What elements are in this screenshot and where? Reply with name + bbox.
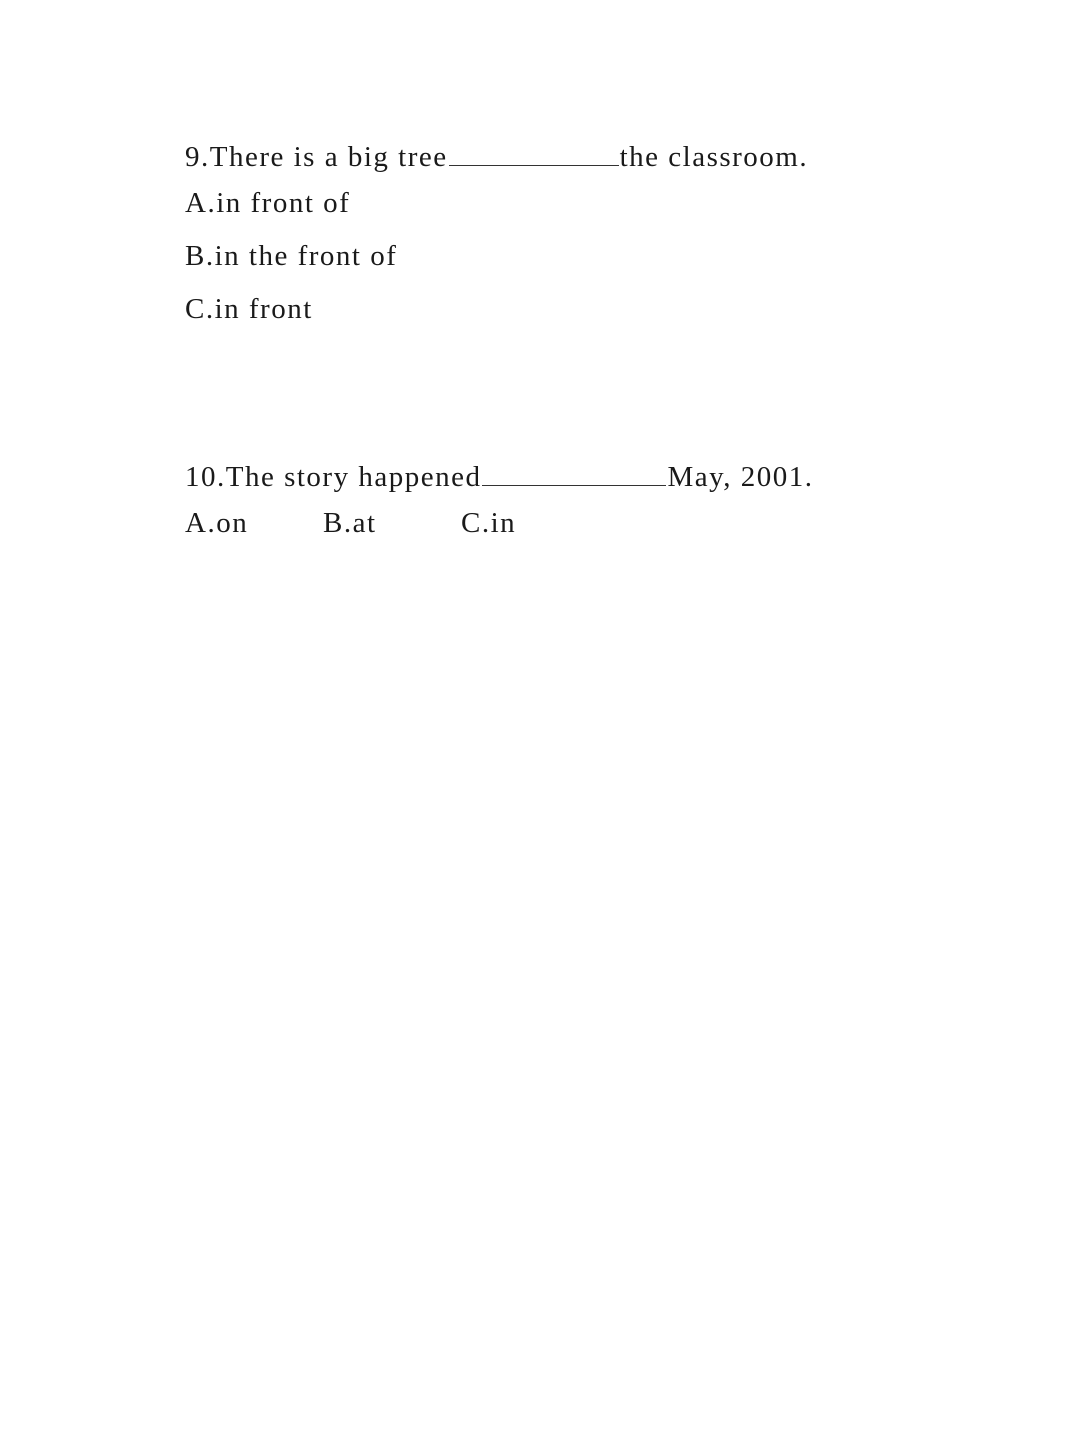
question-9-option-a[interactable]: A.in front of (185, 187, 351, 219)
question-10-option-b[interactable]: B.at (323, 507, 377, 539)
question-9-answer-blank[interactable] (449, 136, 619, 166)
question-10-option-a[interactable]: A.on (185, 507, 249, 539)
question-10-option-c[interactable]: C.in (461, 507, 517, 539)
question-9-text-before: 9.There is a big tree (185, 141, 448, 173)
question-9-option-b[interactable]: B.in the front of (185, 240, 398, 272)
question-10-stem (185, 456, 813, 492)
question-9-option-c[interactable]: C.in front (185, 293, 313, 325)
question-10-options (185, 509, 516, 538)
question-9-text-after: the classroom. (619, 141, 809, 173)
question-10-answer-blank[interactable] (482, 456, 666, 486)
question-10-text-after: May, 2001. (667, 461, 814, 493)
question-9-stem (185, 136, 808, 172)
question-10-text-before: 10.The story happened (185, 461, 482, 493)
